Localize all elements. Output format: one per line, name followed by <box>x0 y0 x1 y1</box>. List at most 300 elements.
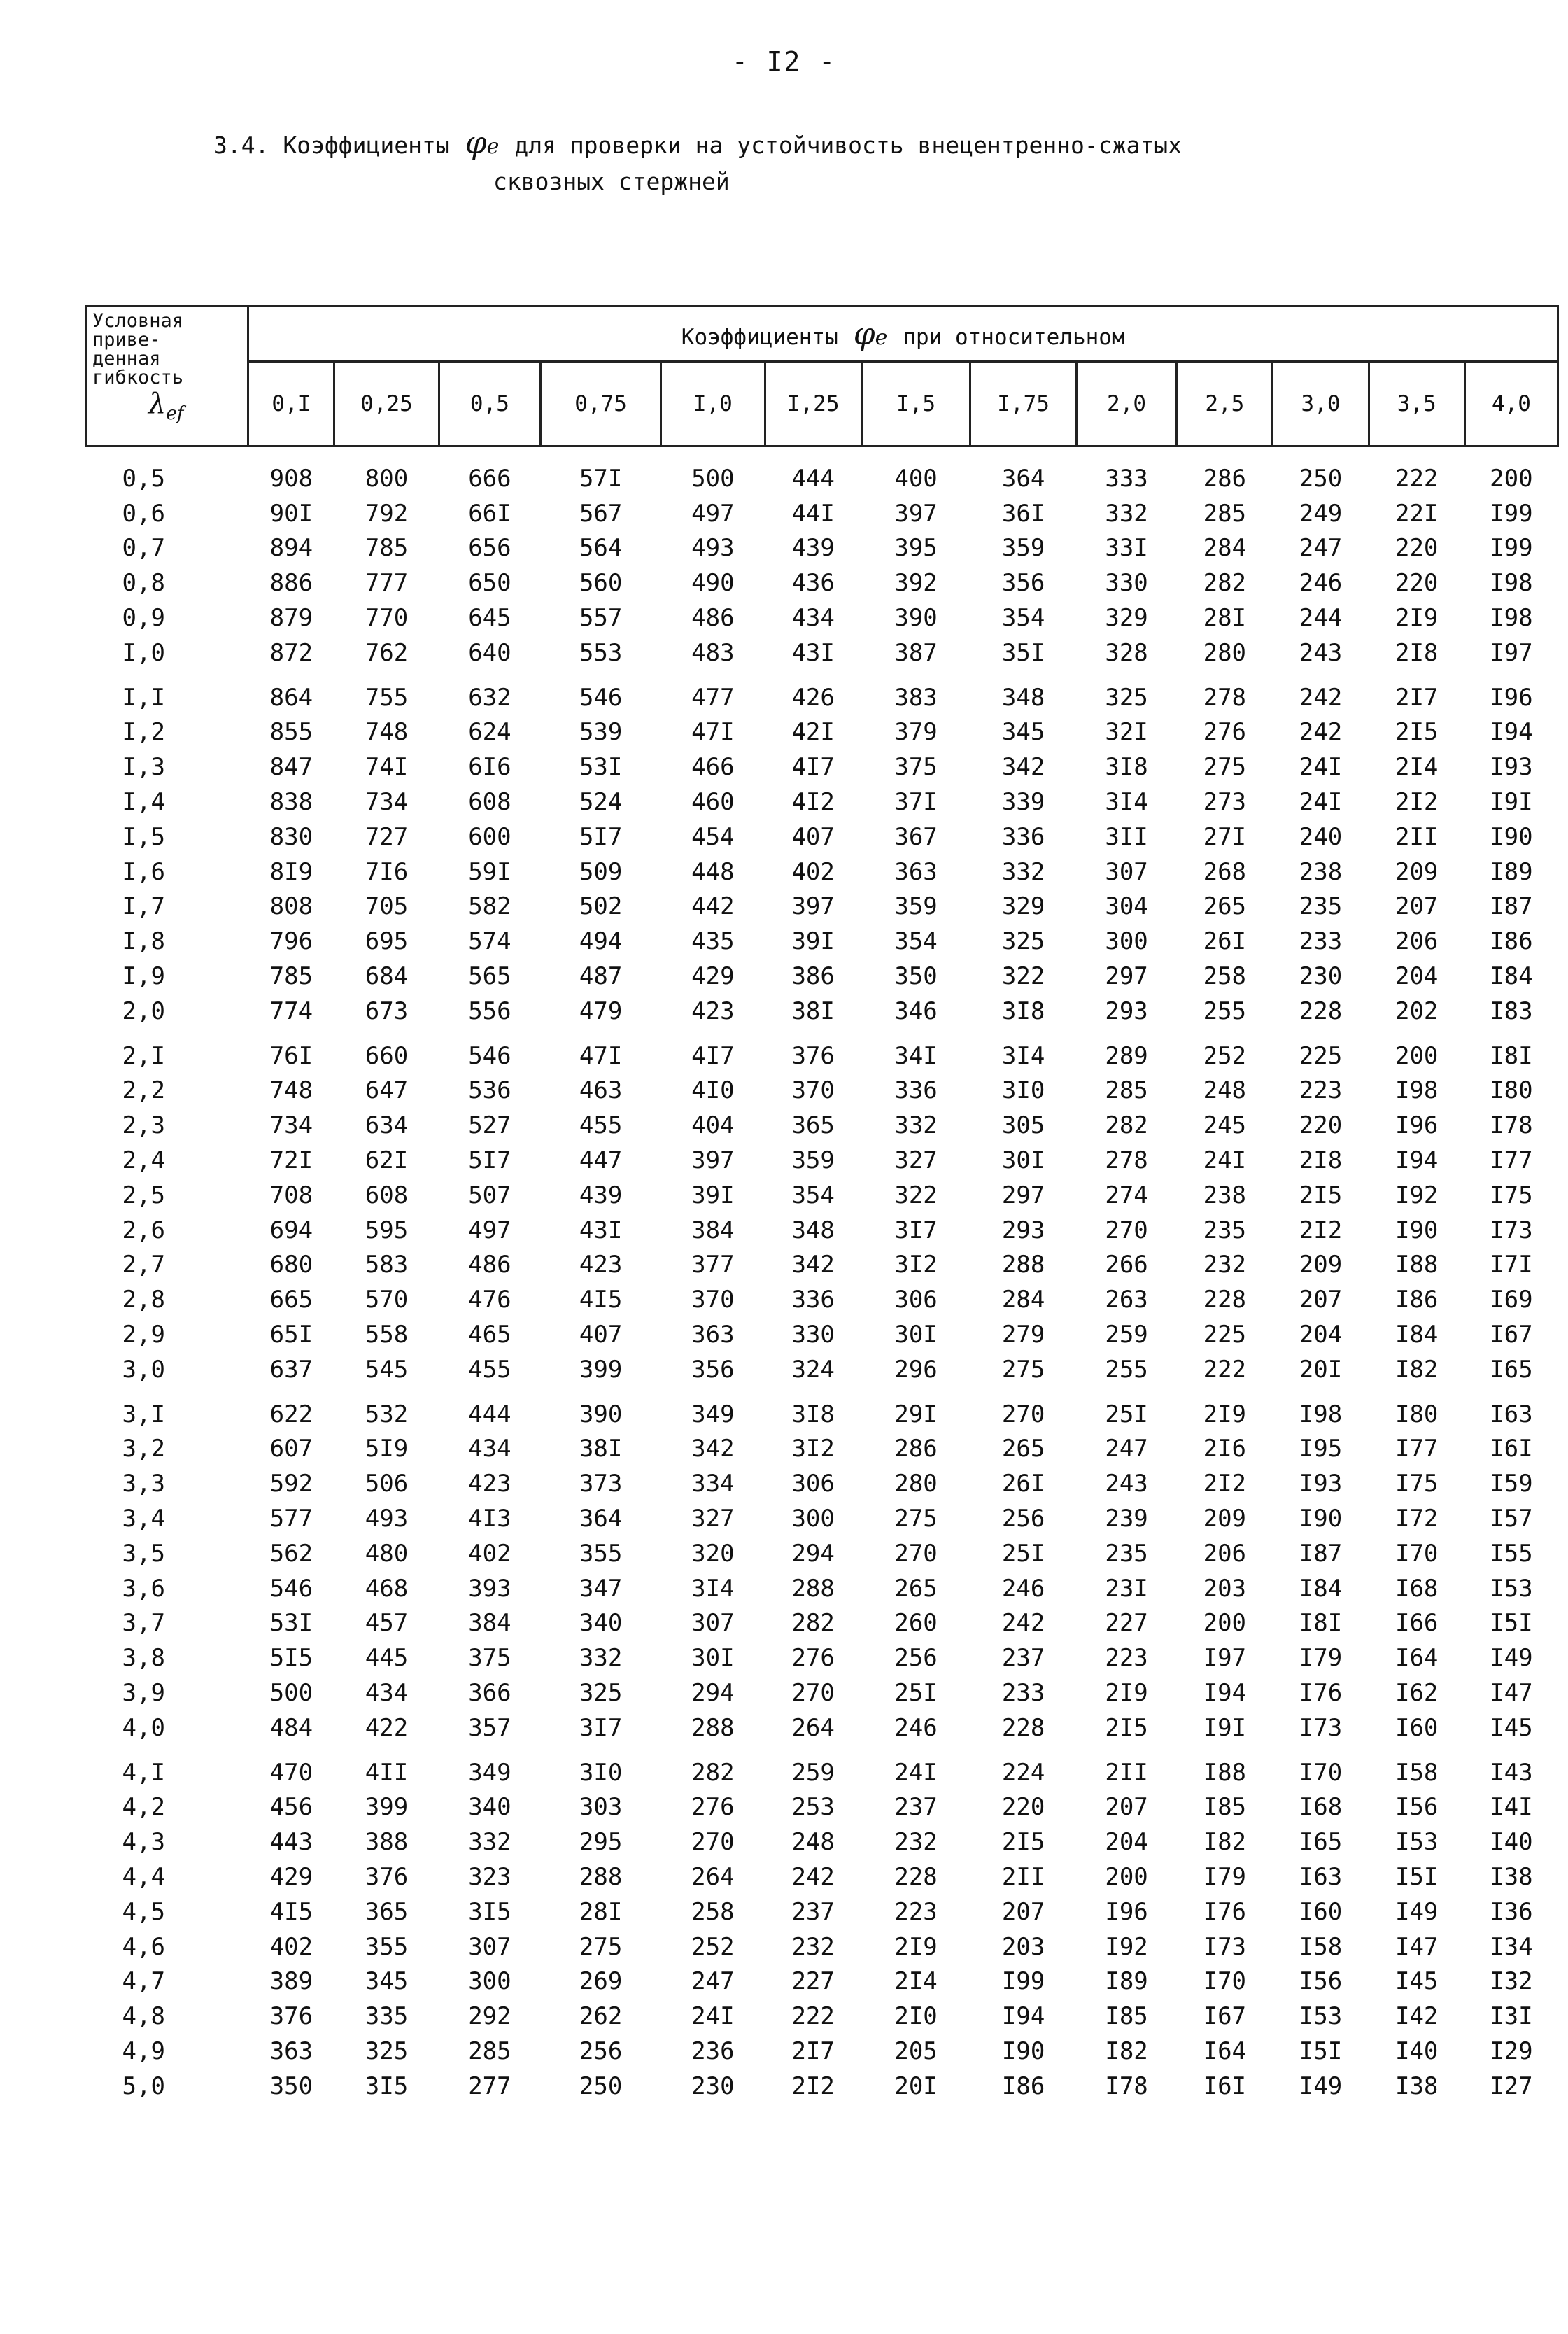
coefficient-cell: 2I7 <box>1394 683 1439 712</box>
coefficient-cell: 332 <box>1105 499 1148 528</box>
table-row <box>86 565 1558 600</box>
coefficient-cell: I45 <box>1490 1713 1533 1742</box>
coefficient-cell: 24I <box>1299 753 1343 782</box>
coefficient-cell: I98 <box>1394 1076 1439 1105</box>
coefficient-cell: 336 <box>1001 822 1045 851</box>
coefficient-cell: I87 <box>1299 1539 1343 1568</box>
coefficient-cell: 57I <box>579 464 623 493</box>
coefficient-cell: 477 <box>691 683 735 712</box>
coefficient-cell: 393 <box>468 1574 511 1603</box>
coefficient-cell: 43I <box>791 638 835 667</box>
coefficient-cell: 4I7 <box>791 753 835 782</box>
coefficient-cell: 324 <box>791 1355 835 1384</box>
coefficient-cell: 2I2 <box>1299 1216 1343 1244</box>
coefficient-cell: 536 <box>468 1076 511 1105</box>
coefficient-cell: 497 <box>691 499 735 528</box>
coefficient-cell: 546 <box>579 683 623 712</box>
coefficient-cell: 292 <box>468 2002 511 2031</box>
coefficient-cell: I70 <box>1394 1539 1439 1568</box>
coefficient-cell: 232 <box>1203 1251 1247 1279</box>
coefficient-cell: 328 <box>1105 638 1148 667</box>
coefficient-cell: 363 <box>269 2037 313 2065</box>
coefficient-cell: 59I <box>468 857 511 886</box>
coefficient-cell: I67 <box>1203 2002 1247 2031</box>
coefficient-cell: 244 <box>1299 604 1343 633</box>
coefficient-cell: 762 <box>365 638 409 667</box>
coefficient-cell: I38 <box>1490 1862 1533 1891</box>
coefficient-cell: I72 <box>1394 1505 1439 1533</box>
coefficient-cell: 65I <box>269 1321 313 1349</box>
coefficient-cell: 600 <box>468 822 511 851</box>
coefficient-cell: 347 <box>579 1574 623 1603</box>
coefficient-cell: 645 <box>468 604 511 633</box>
coefficient-cell: I60 <box>1394 1713 1439 1742</box>
coefficient-cell: 3I8 <box>1105 753 1148 782</box>
coefficient-cell: 4II <box>365 1758 409 1787</box>
coefficient-cell: I65 <box>1490 1355 1533 1384</box>
coefficient-cell: 20I <box>1299 1355 1343 1384</box>
coefficient-cell: 2II <box>1394 822 1439 851</box>
coefficient-cell: I73 <box>1490 1216 1533 1244</box>
coefficient-cell: 345 <box>365 1967 409 1996</box>
coefficient-cell: 468 <box>365 1574 409 1603</box>
coefficient-cell: 26I <box>1203 927 1247 956</box>
coefficient-cell: 288 <box>579 1862 623 1891</box>
coefficient-cell: 66I <box>468 499 511 528</box>
coefficient-cell: 327 <box>894 1146 938 1175</box>
coefficient-cell: I38 <box>1394 2072 1439 2100</box>
coefficient-cell: 439 <box>791 534 835 563</box>
coefficient-cell: 252 <box>1203 1041 1247 1070</box>
coefficient-cell: 376 <box>269 2002 313 2031</box>
coefficient-cell: I94 <box>1394 1146 1439 1175</box>
coefficient-cell: I5I <box>1394 1862 1439 1891</box>
slenderness-cell: 2,2 <box>122 1076 165 1105</box>
coefficient-cell: 500 <box>691 464 735 493</box>
table-row <box>86 1074 1558 1109</box>
coefficient-cell: 202 <box>1394 997 1439 1025</box>
coefficient-cell: 708 <box>269 1181 313 1209</box>
coefficient-cell: 228 <box>1299 997 1343 1025</box>
coefficient-cell: I32 <box>1490 1967 1533 1996</box>
slenderness-cell: I,3 <box>122 753 165 782</box>
coefficient-cell: 2I7 <box>791 2037 835 2065</box>
coefficient-cell: 6I6 <box>468 753 511 782</box>
table-row <box>86 531 1558 566</box>
slenderness-cell: I,I <box>122 683 165 712</box>
slenderness-cell: I,6 <box>122 857 165 886</box>
coefficient-cell: I94 <box>1203 1678 1247 1707</box>
coefficient-cell: 222 <box>791 2002 835 2031</box>
table-row <box>86 1213 1558 1248</box>
coefficient-cell: I99 <box>1490 499 1533 528</box>
coefficient-cell: 288 <box>691 1713 735 1742</box>
slenderness-cell: I,4 <box>122 788 165 817</box>
coefficient-cell: 282 <box>791 1609 835 1638</box>
coefficient-cell: 28I <box>1203 604 1247 633</box>
coefficient-cell: 207 <box>1299 1286 1343 1314</box>
coefficient-cell: 90I <box>269 499 313 528</box>
coefficient-cell: 470 <box>269 1758 313 1787</box>
coefficient-cell: 435 <box>691 927 735 956</box>
coefficient-cell: 220 <box>1001 1793 1045 1822</box>
coefficient-cell: 37I <box>894 788 938 817</box>
coefficient-cell: 493 <box>691 534 735 563</box>
coefficient-cell: I89 <box>1105 1967 1148 1996</box>
coefficient-cell: 634 <box>365 1111 409 1140</box>
coefficient-cell: 4I3 <box>468 1505 511 1533</box>
coefficient-cell: 2II <box>1105 1758 1148 1787</box>
coefficient-cell: 665 <box>269 1286 313 1314</box>
coefficient-cell: 238 <box>1203 1181 1247 1209</box>
coefficient-cell: 320 <box>691 1539 735 1568</box>
coefficient-cell: 20I <box>894 2072 938 2100</box>
coefficient-cell: 556 <box>468 997 511 1025</box>
coefficient-cell: 796 <box>269 927 313 956</box>
coefficient-cell: 222 <box>1394 464 1439 493</box>
coefficient-cell: 259 <box>791 1758 835 1787</box>
coefficient-cell: 288 <box>791 1574 835 1603</box>
coefficient-cell: 734 <box>269 1111 313 1140</box>
coefficient-cell: 404 <box>691 1111 735 1140</box>
coefficient-cell: 230 <box>1299 962 1343 991</box>
slenderness-cell: 2,7 <box>122 1251 165 1279</box>
coefficient-cell: 2I2 <box>791 2072 835 2100</box>
coefficient-cell: I92 <box>1105 1932 1148 1961</box>
coefficient-cell: 238 <box>1299 857 1343 886</box>
coefficient-cell: 242 <box>791 1862 835 1891</box>
table-row <box>86 855 1558 890</box>
slenderness-cell: 3,9 <box>122 1678 165 1707</box>
coefficient-cell: I92 <box>1394 1181 1439 1209</box>
title-prefix: 3.4. Коэффициенты <box>213 132 450 159</box>
table-row <box>86 890 1558 925</box>
coefficient-cell: I70 <box>1203 1967 1247 1996</box>
coefficient-cell: I94 <box>1001 2002 1045 2031</box>
coefficient-cell: 560 <box>579 569 623 598</box>
coefficient-cell: 256 <box>1001 1505 1045 1533</box>
coefficient-cell: 322 <box>894 1181 938 1209</box>
slenderness-cell: 0,9 <box>122 604 165 633</box>
coefficient-cell: 7I6 <box>365 857 409 886</box>
coefficient-cell: I76 <box>1299 1678 1343 1707</box>
coefficient-cell: I29 <box>1490 2037 1533 2065</box>
coefficient-cell: 2I6 <box>1203 1435 1247 1463</box>
coefficient-cell: 336 <box>791 1286 835 1314</box>
coefficient-cell: 879 <box>269 604 313 633</box>
coefficient-cell: 264 <box>791 1713 835 1742</box>
coefficient-cell: 200 <box>1203 1609 1247 1638</box>
slenderness-cell: I,5 <box>122 822 165 851</box>
coefficient-cell: I53 <box>1394 1828 1439 1857</box>
coefficient-cell: 4I0 <box>691 1076 735 1105</box>
coefficient-cell: 608 <box>468 788 511 817</box>
coefficient-cell: 2I8 <box>1394 638 1439 667</box>
coefficient-cell: 3I8 <box>791 1400 835 1428</box>
coefficient-cell: 295 <box>579 1828 623 1857</box>
slenderness-cell: I,9 <box>122 962 165 991</box>
coefficient-cell: 255 <box>1203 997 1247 1025</box>
title-suffix: для проверки на устойчивость внецентренно-сжатых <box>514 132 1182 159</box>
coefficient-cell: I64 <box>1203 2037 1247 2065</box>
coefficient-cell: 273 <box>1203 788 1247 817</box>
coefficient-cell: 439 <box>579 1181 623 1209</box>
coefficient-cell: 395 <box>894 534 938 563</box>
coefficient-cell: 567 <box>579 499 623 528</box>
coefficient-cell: 354 <box>1001 604 1045 633</box>
coefficient-cell: 284 <box>1001 1286 1045 1314</box>
coefficient-cell: 25I <box>894 1678 938 1707</box>
table-row <box>86 1675 1558 1710</box>
coefficient-cell: 209 <box>1203 1505 1247 1533</box>
coefficient-cell: I42 <box>1394 2002 1439 2031</box>
coefficient-cell: 3I5 <box>468 1897 511 1926</box>
coefficient-cell: 74I <box>365 753 409 782</box>
table-row <box>86 2034 1558 2069</box>
coefficient-cell: 365 <box>365 1897 409 1926</box>
table-row <box>86 670 1558 715</box>
coefficient-cell: 390 <box>579 1400 623 1428</box>
coefficient-cell: 223 <box>1299 1076 1343 1105</box>
coefficient-cell: 622 <box>269 1400 313 1428</box>
coefficient-cell: 375 <box>468 1644 511 1673</box>
coefficient-cell: 289 <box>1105 1041 1148 1070</box>
coefficient-cell: 429 <box>691 962 735 991</box>
coefficient-cell: 399 <box>365 1793 409 1822</box>
coefficient-cell: 36I <box>1001 499 1045 528</box>
coefficient-cell: 270 <box>1105 1216 1148 1244</box>
coefficient-cell: 35I <box>1001 638 1045 667</box>
coefficient-cell: 223 <box>894 1897 938 1926</box>
coefficient-cell: 454 <box>691 822 735 851</box>
coefficient-cell: 500 <box>269 1678 313 1707</box>
coefficient-cell: 390 <box>894 604 938 633</box>
coefficient-cell: 206 <box>1394 927 1439 956</box>
coefficient-cell: 436 <box>791 569 835 598</box>
coefficient-cell: I83 <box>1490 997 1533 1025</box>
coefficient-cell: 223 <box>1105 1644 1148 1673</box>
coefficient-cell: 228 <box>894 1862 938 1891</box>
coefficient-cell: I98 <box>1490 569 1533 598</box>
coefficient-cell: 285 <box>1203 499 1247 528</box>
coefficient-cell: 222 <box>1203 1355 1247 1384</box>
title-line2: сквозных стержней <box>493 168 730 195</box>
column-header: 0,I <box>248 362 334 447</box>
coefficient-cell: I6I <box>1203 2072 1247 2100</box>
coefficient-cell: 30I <box>691 1644 735 1673</box>
coefficient-cell: 327 <box>691 1505 735 1533</box>
column-header: 4,0 <box>1464 362 1558 447</box>
coefficient-cell: 445 <box>365 1644 409 1673</box>
coefficient-cell: 2I5 <box>1105 1713 1148 1742</box>
coefficient-cell: 294 <box>791 1539 835 1568</box>
coefficient-cell: I47 <box>1394 1932 1439 1961</box>
coefficient-cell: I78 <box>1490 1111 1533 1140</box>
coefficient-cell: I97 <box>1490 638 1533 667</box>
coefficient-cell: 293 <box>1105 997 1148 1025</box>
coefficient-cell: 325 <box>1001 927 1045 956</box>
coefficient-cell: 252 <box>691 1932 735 1961</box>
coefficient-cell: I73 <box>1203 1932 1247 1961</box>
coefficient-cell: 407 <box>791 822 835 851</box>
coefficient-cell: 456 <box>269 1793 313 1822</box>
coefficient-cell: 349 <box>468 1758 511 1787</box>
coefficient-cell: 577 <box>269 1505 313 1533</box>
coefficient-cell: 792 <box>365 499 409 528</box>
coefficient-cell: 364 <box>1001 464 1045 493</box>
table-row <box>86 785 1558 820</box>
coefficient-cell: I75 <box>1490 1181 1533 1209</box>
coefficient-cell: 397 <box>691 1146 735 1175</box>
coefficient-cell: 3I0 <box>1001 1076 1045 1105</box>
coefficient-cell: 748 <box>365 718 409 747</box>
coefficient-cell: 3I2 <box>894 1251 938 1279</box>
coefficient-cell: 329 <box>1001 892 1045 921</box>
coefficient-cell: 276 <box>791 1644 835 1673</box>
coefficient-cell: 673 <box>365 997 409 1025</box>
coefficient-cell: 296 <box>894 1355 938 1384</box>
coefficient-cell: 255 <box>1105 1355 1148 1384</box>
coefficient-cell: 220 <box>1394 534 1439 563</box>
slenderness-cell: 4,7 <box>122 1967 165 1996</box>
coefficient-cell: 332 <box>1001 857 1045 886</box>
coefficient-cell: 607 <box>269 1435 313 1463</box>
coefficient-cell: 250 <box>579 2072 623 2100</box>
coefficient-cell: 230 <box>691 2072 735 2100</box>
table-row <box>86 715 1558 750</box>
table-row <box>86 959 1558 994</box>
table-row <box>86 1571 1558 1606</box>
coefficient-cell: 2I9 <box>1394 604 1439 633</box>
coefficient-cell: I69 <box>1490 1286 1533 1314</box>
phi-symbol: φe <box>853 316 888 352</box>
slenderness-cell: 3,2 <box>122 1435 165 1463</box>
coefficient-cell: 402 <box>468 1539 511 1568</box>
coefficient-cell: 509 <box>579 857 623 886</box>
coefficient-cell: 330 <box>791 1321 835 1349</box>
coefficient-cell: 565 <box>468 962 511 991</box>
coefficient-cell: I53 <box>1490 1574 1533 1603</box>
coefficient-cell: 294 <box>691 1678 735 1707</box>
coefficient-cell: 24I <box>691 2002 735 2031</box>
coefficient-cell: 422 <box>365 1713 409 1742</box>
table-row <box>86 1282 1558 1317</box>
coefficient-cell: 546 <box>269 1574 313 1603</box>
coefficient-cell: 249 <box>1299 499 1343 528</box>
coefficient-cell: 434 <box>365 1678 409 1707</box>
coefficient-cell: I80 <box>1490 1076 1533 1105</box>
coefficient-cell: 359 <box>791 1146 835 1175</box>
coefficient-cell: 25I <box>1105 1400 1148 1428</box>
coefficient-table <box>85 305 1559 2104</box>
coefficient-cell: 285 <box>1105 1076 1148 1105</box>
coefficient-cell: 237 <box>894 1793 938 1822</box>
coefficient-cell: 270 <box>791 1678 835 1707</box>
coefficient-cell: I63 <box>1490 1400 1533 1428</box>
coefficient-cell: 307 <box>691 1609 735 1638</box>
coefficient-cell: 204 <box>1394 962 1439 991</box>
coefficient-cell: 2I5 <box>1299 1181 1343 1209</box>
coefficient-cell: 264 <box>691 1862 735 1891</box>
coefficient-cell: 426 <box>791 683 835 712</box>
coefficient-cell: 236 <box>691 2037 735 2065</box>
coefficient-cell: 203 <box>1203 1574 1247 1603</box>
coefficient-cell: 342 <box>1001 753 1045 782</box>
coefficient-cell: 490 <box>691 569 735 598</box>
coefficient-cell: 207 <box>1001 1897 1045 1926</box>
coefficient-cell: 3I4 <box>691 1574 735 1603</box>
coefficient-cell: 2I0 <box>894 2002 938 2031</box>
coefficient-cell: 345 <box>1001 718 1045 747</box>
coefficient-cell: 242 <box>1001 1609 1045 1638</box>
table-row <box>86 1640 1558 1675</box>
coefficient-cell: 402 <box>791 857 835 886</box>
coefficient-cell: 260 <box>894 1609 938 1638</box>
coefficient-cell: 306 <box>894 1286 938 1314</box>
coefficient-cell: 43I <box>579 1216 623 1244</box>
coefficient-cell: 24I <box>1203 1146 1247 1175</box>
coefficient-cell: I85 <box>1203 1793 1247 1822</box>
slenderness-cell: I,7 <box>122 892 165 921</box>
coefficient-cell: 553 <box>579 638 623 667</box>
coefficient-cell: 356 <box>691 1355 735 1384</box>
coefficient-cell: 3I7 <box>894 1216 938 1244</box>
coefficient-cell: 22I <box>1394 499 1439 528</box>
coefficient-cell: 808 <box>269 892 313 921</box>
coefficient-cell: 246 <box>894 1713 938 1742</box>
coefficient-cell: 366 <box>468 1678 511 1707</box>
coefficient-cell: 228 <box>1001 1713 1045 1742</box>
coefficient-cell: 325 <box>365 2037 409 2065</box>
coefficient-cell: 204 <box>1105 1828 1148 1857</box>
coefficient-cell: I34 <box>1490 1932 1533 1961</box>
coefficient-cell: 442 <box>691 892 735 921</box>
coefficient-cell: 336 <box>894 1076 938 1105</box>
coefficient-cell: 280 <box>1203 638 1247 667</box>
coefficient-cell: I85 <box>1105 2002 1148 2031</box>
table-row <box>86 496 1558 531</box>
coefficient-cell: 2II <box>1001 1862 1045 1891</box>
coefficient-cell: 23I <box>1105 1574 1148 1603</box>
coefficient-cell: I49 <box>1394 1897 1439 1926</box>
coefficient-cell: 3I4 <box>1001 1041 1045 1070</box>
coefficient-cell: 246 <box>1299 569 1343 598</box>
slenderness-cell: 3,8 <box>122 1644 165 1673</box>
coefficient-cell: 237 <box>791 1897 835 1926</box>
coefficient-cell: 270 <box>894 1539 938 1568</box>
coefficient-cell: I27 <box>1490 2072 1533 2100</box>
coefficient-cell: 354 <box>894 927 938 956</box>
coefficient-cell: 5I7 <box>468 1146 511 1175</box>
coefficient-cell: 8I9 <box>269 857 313 886</box>
slenderness-cell: 3,0 <box>122 1355 165 1384</box>
coefficient-cell: 235 <box>1105 1539 1148 1568</box>
coefficient-cell: 894 <box>269 534 313 563</box>
coefficient-cell: 363 <box>894 857 938 886</box>
coefficient-cell: 558 <box>365 1321 409 1349</box>
coefficient-cell: 506 <box>365 1470 409 1498</box>
coefficient-cell: 680 <box>269 1251 313 1279</box>
table-row <box>86 1929 1558 1964</box>
coefficient-cell: I80 <box>1394 1400 1439 1428</box>
coefficient-cell: 348 <box>791 1216 835 1244</box>
phi-symbol: φe <box>465 125 500 161</box>
table-row <box>86 1501 1558 1536</box>
coefficient-cell: 348 <box>1001 683 1045 712</box>
coefficient-cell: 262 <box>579 2002 623 2031</box>
coefficient-cell: 276 <box>691 1793 735 1822</box>
coefficient-cell: 388 <box>365 1828 409 1857</box>
